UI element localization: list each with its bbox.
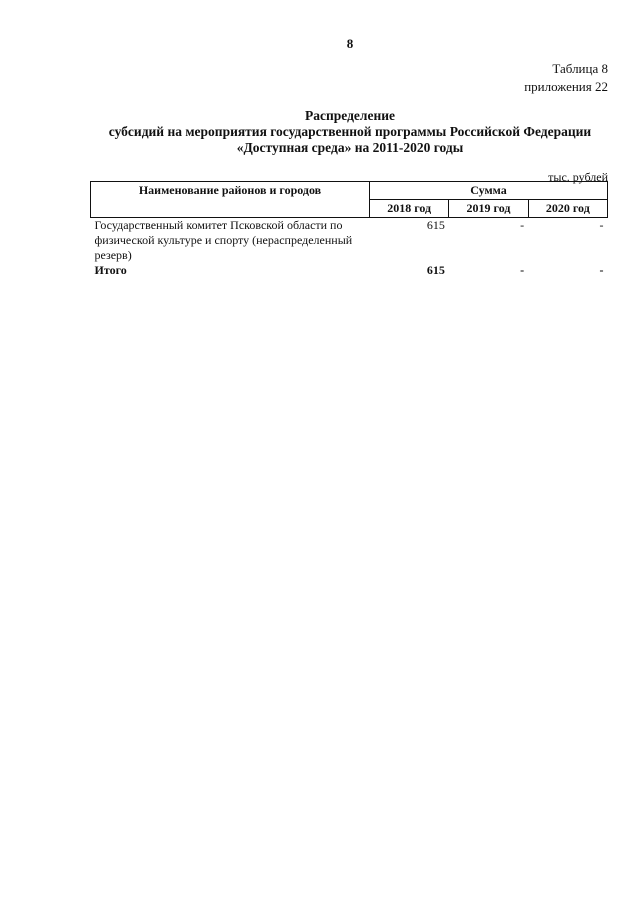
heading-line3: «Доступная среда» на 2011-2020 годы [236,140,464,155]
total-2019: - [520,263,525,277]
table-ref-line1: Таблица 8 [552,61,608,76]
header-year-2019: 2019 год [449,200,528,218]
row-2018: 615 [426,218,445,232]
row-2020: - [599,218,604,232]
document-heading [0,108,640,156]
row-2019: - [520,218,525,232]
row-name: Государственный комитет Псковской области по физической культуре и спорту (нераспределенный резерв) [94,218,353,262]
header-sum: Сумма [370,182,608,200]
heading-line2: субсидий на мероприятия государственной программы Российской Федерации [108,124,592,139]
table-row [91,218,608,264]
heading-line1: Распределение [304,108,396,123]
table-ref-line2: приложения 22 [524,79,608,94]
unit-label: тыс. рублей [548,170,608,184]
table-total-row [91,263,608,278]
header-name: Наименование районов и городов [91,182,370,218]
total-2020: - [599,263,604,277]
header-year-2020: 2020 год [528,200,607,218]
table-reference [524,60,608,96]
total-2018: 615 [426,263,445,277]
subsidies-table [90,181,608,278]
table-header-row [91,182,608,200]
page-number: 8 [346,36,354,51]
total-name: Итого [94,263,127,277]
header-year-2018: 2018 год [370,200,449,218]
